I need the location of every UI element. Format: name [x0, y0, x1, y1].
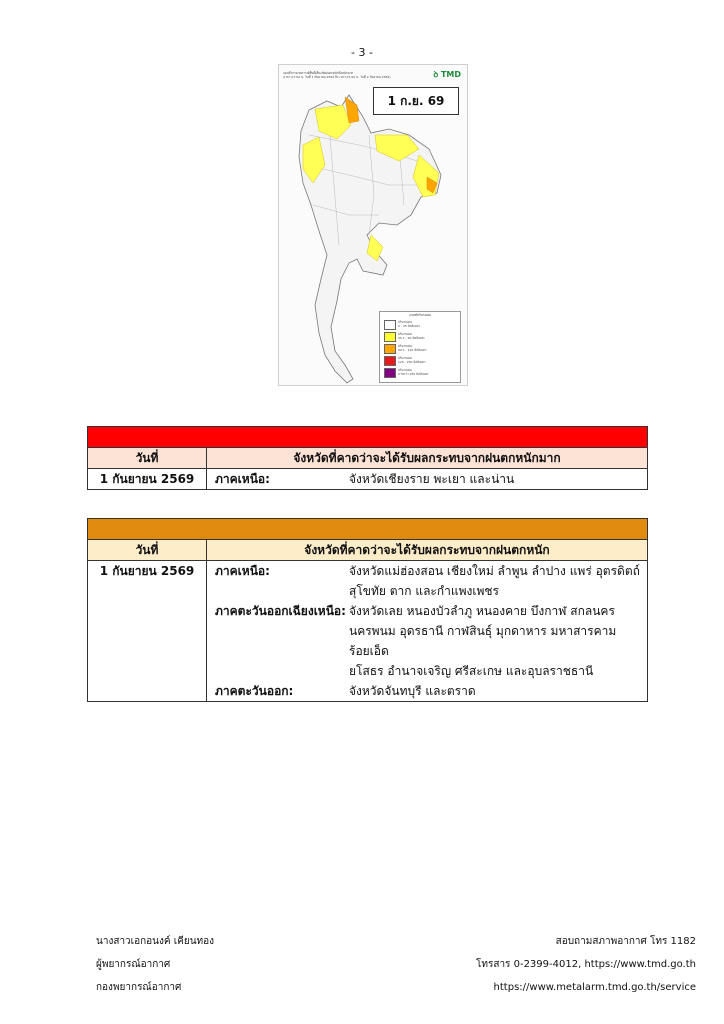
legend-item — [380, 366, 460, 378]
region-cell — [207, 561, 648, 702]
forecaster-name: นางสาวเอกอนงค์ เคียนทอง — [96, 936, 215, 947]
legend-label-2: 35.1 - 90 มิลลิเมตร — [398, 336, 425, 340]
footer-contact — [476, 930, 696, 999]
legend-label-2: 90.1 - 125 มิลลิเมตร — [398, 348, 427, 352]
legend-swatch — [384, 320, 396, 330]
region-line — [207, 581, 647, 601]
legend-label — [398, 344, 427, 352]
legend-swatch — [384, 356, 396, 366]
page-number: - 3 - — [351, 46, 373, 59]
tmd-logo-text: TMD — [440, 70, 461, 79]
region-name: ภาคตะวันออกเฉียงเหนือ: — [215, 604, 346, 618]
contact-service-link[interactable]: https://www.metalarm.tmd.go.th/service — [493, 982, 696, 993]
region-provinces: ยโสธร อำนาจเจริญ ศรีสะเกษ และอุบลราชธานี — [349, 664, 594, 678]
col-header-date: วันที่ — [88, 448, 207, 469]
legend-label-2: มากกว่า 250 มิลลิเมตร — [398, 372, 429, 376]
legend-item — [380, 318, 460, 330]
legend-item — [380, 330, 460, 342]
legend-label-1: ปริมาณฝน — [398, 344, 412, 348]
forecaster-title: ผู้พยากรณ์อากาศ — [96, 959, 171, 970]
contact-phone: สอบถามสภาพอากาศ โทร 1182 — [555, 936, 696, 947]
tmd-logo-icon: ꝺ — [433, 70, 439, 79]
heavy-rain-table — [87, 518, 648, 702]
col-header-provinces: จังหวัดที่คาดว่าจะได้รับผลกระทบจากฝนตกหนัก — [207, 540, 648, 561]
contact-fax-website[interactable]: โทรสาร 0-2399-4012, https://www.tmd.go.th — [476, 959, 696, 970]
region-provinces: จังหวัดจันทบุรี และตราด — [349, 684, 476, 698]
region-line — [207, 621, 647, 661]
map-title: แผนที่การคาดการณ์พื้นที่เสี่ยงภัยฝนตกหนักถึงหนักมาก — [283, 71, 354, 75]
legend-label-2: 125 - 250 มิลลิเมตร — [398, 360, 426, 364]
rain-risk-map — [278, 64, 468, 386]
legend-label-1: ปริมาณฝน — [398, 332, 412, 336]
table-row — [88, 469, 648, 490]
very-heavy-rain-band — [88, 427, 648, 448]
region-line — [207, 681, 647, 701]
legend-label-1: ปริมาณฝน — [398, 320, 412, 324]
region-line — [207, 469, 647, 489]
region-provinces: จังหวัดเลย หนองบัวลำภู หนองคาย บึงกาฬ สกลนคร — [349, 604, 615, 618]
region-cell — [207, 469, 648, 490]
region-name-spacer — [207, 581, 349, 601]
legend-title: เกณฑ์ปริมาณฝน — [409, 313, 431, 317]
legend-label — [398, 320, 420, 328]
map-date-label: 1 ก.ย. 69 — [373, 87, 459, 115]
map-subtitle: (เวลา 07:00 น. วันที่ 1 กันยายน 2569 ถึง เวลา 07:00 น. วันที่ 2 กันยายน 2569) — [283, 75, 391, 79]
region-name-spacer — [207, 661, 349, 681]
region-provinces: นครพนม อุดรธานี กาฬสินธุ์ มุกดาหาร มหาสารคาม ร้อยเอ็ด — [349, 624, 617, 658]
region-line — [207, 601, 647, 621]
legend-label — [398, 356, 426, 364]
heavy-rain-band — [88, 519, 648, 540]
legend-label — [398, 332, 425, 340]
region-provinces: จังหวัดแม่ฮ่องสอน เชียงใหม่ ลำพูน ลำปาง แพร่ อุตรดิตถ์ — [349, 564, 640, 578]
legend-item — [380, 342, 460, 354]
col-header-provinces: จังหวัดที่คาดว่าจะได้รับผลกระทบจากฝนตกหนักมาก — [207, 448, 648, 469]
legend-label-1: ปริมาณฝน — [398, 368, 412, 372]
region-name-spacer — [207, 621, 349, 661]
date-cell: 1 กันยายน 2569 — [88, 561, 207, 702]
region-name: ภาคเหนือ: — [215, 564, 270, 578]
region-name: ภาคเหนือ: — [215, 472, 270, 486]
map-legend — [379, 311, 461, 383]
legend-swatch — [384, 344, 396, 354]
region-provinces: จังหวัดเชียงราย พะเยา และน่าน — [349, 472, 515, 486]
forecaster-division: กองพยากรณ์อากาศ — [96, 982, 182, 993]
legend-swatch — [384, 332, 396, 342]
region-line — [207, 561, 647, 581]
very-heavy-rain-table — [87, 426, 648, 490]
legend-label — [398, 368, 429, 376]
legend-label-2: 0 - 35 มิลลิเมตร — [398, 324, 420, 328]
table-row — [88, 561, 648, 702]
region-provinces: สุโขทัย ตาก และกำแพงเพชร — [349, 584, 499, 598]
region-name: ภาคตะวันออก: — [215, 684, 294, 698]
footer-forecaster — [96, 930, 214, 999]
date-cell: 1 กันยายน 2569 — [88, 469, 207, 490]
region-line — [207, 661, 647, 681]
legend-swatch — [384, 368, 396, 378]
legend-label-1: ปริมาณฝน — [398, 356, 412, 360]
legend-item — [380, 354, 460, 366]
col-header-date: วันที่ — [88, 540, 207, 561]
